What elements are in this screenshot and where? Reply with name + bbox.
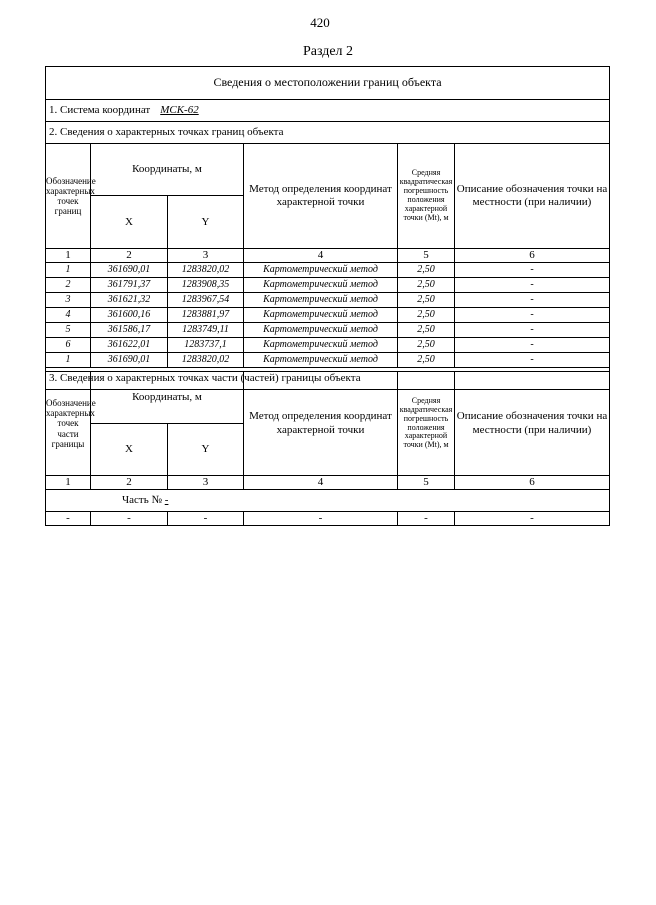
point-accuracy: 2,50 <box>398 323 455 338</box>
point-accuracy: 2,50 <box>398 353 455 368</box>
point-method: - <box>244 512 398 526</box>
point-method: Картометрический метод <box>244 263 398 278</box>
page-number: 420 <box>310 15 330 30</box>
header-method: Метод определения координат характерной точки <box>244 144 398 249</box>
point-description: - <box>455 512 610 526</box>
point-method: Картометрический метод <box>244 353 398 368</box>
points-heading: 2. Сведения о характерных точках границ объекта <box>46 122 610 144</box>
column-number: 1 <box>46 476 91 490</box>
header-description: Описание обозначения точки на местности (при наличии) <box>455 372 610 476</box>
header-description: Описание обозначения точки на местности (при наличии) <box>455 144 610 249</box>
point-x: 361600,16 <box>91 308 168 323</box>
point-id: 1 <box>46 353 91 368</box>
header-y: Y <box>168 196 244 249</box>
column-number: 5 <box>398 249 455 263</box>
column-number: 4 <box>244 249 398 263</box>
point-accuracy: 2,50 <box>398 308 455 323</box>
column-number: 3 <box>168 249 244 263</box>
parts-heading: 3. Сведения о характерных точках части (частей) границы объекта <box>46 368 610 390</box>
coord-system-value: МСК-62 <box>160 104 199 117</box>
point-accuracy: 2,50 <box>398 263 455 278</box>
point-description: - <box>455 338 610 353</box>
column-number: 3 <box>168 476 244 490</box>
part-number-value: - <box>164 494 169 507</box>
point-accuracy: 2,50 <box>398 338 455 353</box>
point-accuracy: 2,50 <box>398 293 455 308</box>
point-method: Картометрический метод <box>244 278 398 293</box>
parts-table <box>45 371 610 526</box>
table-row <box>46 353 610 368</box>
point-description: - <box>455 263 610 278</box>
point-y: 1283820,02 <box>168 353 244 368</box>
point-accuracy: - <box>398 512 455 526</box>
coord-system-label: 1. Система координат <box>49 104 151 117</box>
header-y: Y <box>168 424 244 476</box>
point-x: - <box>91 512 168 526</box>
table-row <box>46 512 610 526</box>
boundary-table <box>45 66 610 390</box>
column-number: 2 <box>91 476 168 490</box>
point-id: 4 <box>46 308 91 323</box>
point-id: 1 <box>46 263 91 278</box>
point-y: 1283908,35 <box>168 278 244 293</box>
part-number-label: Часть № <box>122 494 162 507</box>
header-method: Метод определения координат характерной точки <box>244 372 398 476</box>
header-point-id: Обозначение характерных точек границ <box>46 144 91 249</box>
column-number: 4 <box>244 476 398 490</box>
header-coordinates: Координаты, м <box>91 372 244 424</box>
header-accuracy: Средняя квадратическая погрешность положения характерной точки (Mt), м <box>398 372 455 476</box>
table-row <box>46 263 610 278</box>
point-x: 361622,01 <box>91 338 168 353</box>
table-row <box>46 278 610 293</box>
coord-system-row <box>46 100 610 122</box>
point-id: 3 <box>46 293 91 308</box>
table-row <box>46 308 610 323</box>
point-description: - <box>455 323 610 338</box>
column-number: 6 <box>455 249 610 263</box>
header-x: X <box>91 196 168 249</box>
header-accuracy: Средняя квадратическая погрешность положения характерной точки (Mt), м <box>398 144 455 249</box>
point-method: Картометрический метод <box>244 293 398 308</box>
table-row <box>46 293 610 308</box>
point-accuracy: 2,50 <box>398 278 455 293</box>
point-x: 361791,37 <box>91 278 168 293</box>
table-row <box>46 323 610 338</box>
point-description: - <box>455 353 610 368</box>
point-x: 361690,01 <box>91 353 168 368</box>
point-id: - <box>46 512 91 526</box>
point-id: 2 <box>46 278 91 293</box>
table-title: Сведения о местоположении границ объекта <box>46 67 610 100</box>
point-x: 361621,32 <box>91 293 168 308</box>
header-point-id: Обозначение характерных точек части границы <box>46 372 91 476</box>
point-x: 361586,17 <box>91 323 168 338</box>
part-number-row <box>46 490 610 512</box>
point-y: 1283967,54 <box>168 293 244 308</box>
header-x: X <box>91 424 168 476</box>
point-id: 6 <box>46 338 91 353</box>
point-y: 1283737,1 <box>168 338 244 353</box>
point-y: 1283820,02 <box>168 263 244 278</box>
point-description: - <box>455 308 610 323</box>
column-number: 1 <box>46 249 91 263</box>
header-coordinates: Координаты, м <box>91 144 244 196</box>
point-y: - <box>168 512 244 526</box>
point-method: Картометрический метод <box>244 323 398 338</box>
point-id: 5 <box>46 323 91 338</box>
point-method: Картометрический метод <box>244 338 398 353</box>
point-y: 1283749,11 <box>168 323 244 338</box>
point-description: - <box>455 293 610 308</box>
point-x: 361690,01 <box>91 263 168 278</box>
table-row <box>46 338 610 353</box>
section-title: Раздел 2 <box>302 44 354 59</box>
point-description: - <box>455 278 610 293</box>
point-y: 1283881,97 <box>168 308 244 323</box>
column-number: 2 <box>91 249 168 263</box>
point-method: Картометрический метод <box>244 308 398 323</box>
column-number: 5 <box>398 476 455 490</box>
column-number: 6 <box>455 476 610 490</box>
